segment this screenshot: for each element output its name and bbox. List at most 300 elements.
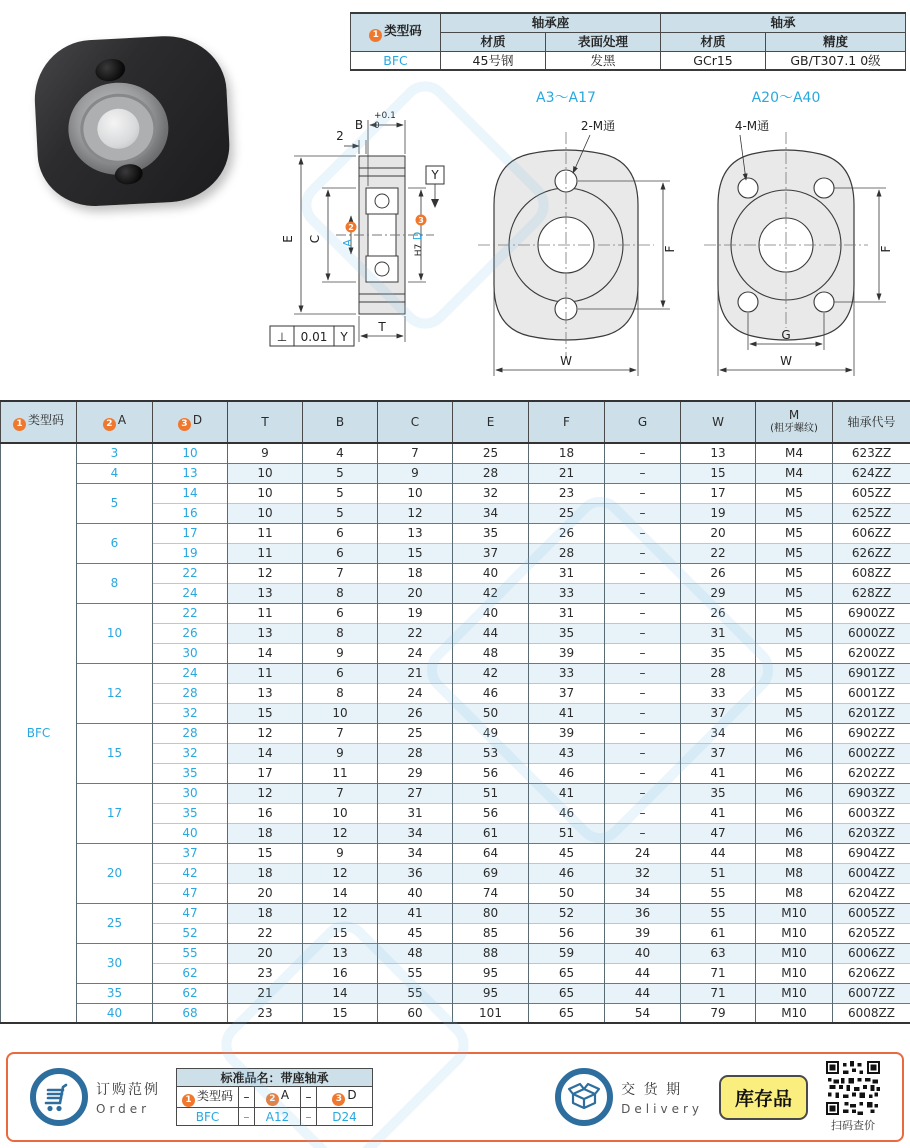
value-cell: 37 xyxy=(681,743,756,763)
col-header-d: 3 D xyxy=(153,401,228,443)
order-v-a: A12 xyxy=(255,1108,301,1126)
value-cell: 10 xyxy=(378,483,453,503)
value-cell: 27 xyxy=(378,783,453,803)
table-row xyxy=(1,943,910,963)
value-cell: – xyxy=(605,443,681,463)
value-cell: 45 xyxy=(529,843,605,863)
value-cell: 13 xyxy=(681,443,756,463)
dimension-table xyxy=(0,400,910,1024)
value-cell: 4 xyxy=(303,443,378,463)
value-cell: 85 xyxy=(453,923,529,943)
value-cell: 10 xyxy=(228,483,303,503)
a-value-cell: 12 xyxy=(77,663,153,723)
value-cell: 32 xyxy=(605,863,681,883)
value-cell: 28 xyxy=(681,663,756,683)
type-code-cell: BFC xyxy=(1,443,77,1023)
value-cell: 12 xyxy=(228,563,303,583)
value-cell: M4 xyxy=(756,463,833,483)
marker-3-icon: 3 xyxy=(418,216,424,225)
value-cell: 45 xyxy=(378,923,453,943)
value-cell: 24 xyxy=(605,843,681,863)
value-cell: 24 xyxy=(378,643,453,663)
value-cell: 56 xyxy=(453,763,529,783)
order-v-code: BFC xyxy=(177,1108,239,1126)
a-value-cell: 20 xyxy=(77,843,153,903)
value-cell: M6 xyxy=(756,803,833,823)
value-cell: – xyxy=(605,643,681,663)
value-cell: 47 xyxy=(681,823,756,843)
value-cell: 6006ZZ xyxy=(833,943,910,963)
a-value-cell: 35 xyxy=(77,983,153,1003)
value-cell: M6 xyxy=(756,723,833,743)
value-cell: – xyxy=(605,823,681,843)
standard-name-header: 标准品名：带座轴承 xyxy=(177,1069,373,1087)
value-cell: 28 xyxy=(453,463,529,483)
bearing-image xyxy=(66,80,171,177)
value-cell: 39 xyxy=(605,923,681,943)
value-cell: M5 xyxy=(756,603,833,623)
value-cell: 52 xyxy=(529,903,605,923)
order-table-value-row xyxy=(177,1108,373,1126)
order-label xyxy=(96,1079,160,1116)
value-cell: 63 xyxy=(681,943,756,963)
delivery-icon-circle xyxy=(555,1068,613,1126)
value-cell: 31 xyxy=(529,563,605,583)
value-cell: 40 xyxy=(605,943,681,963)
marker-3-icon: 3 xyxy=(332,1093,345,1106)
d-value-cell: 68 xyxy=(153,1003,228,1023)
a-value-cell: 30 xyxy=(77,943,153,983)
value-cell: 12 xyxy=(228,783,303,803)
value-cell: 14 xyxy=(303,983,378,1003)
value-cell: 6205ZZ xyxy=(833,923,910,943)
a-value-cell: 3 xyxy=(77,443,153,463)
value-cell: 101 xyxy=(453,1003,529,1023)
a-value-cell: 5 xyxy=(77,483,153,523)
value-cell: 59 xyxy=(529,943,605,963)
value-cell: M10 xyxy=(756,963,833,983)
spec-value-row xyxy=(351,51,906,70)
table-row xyxy=(1,783,910,803)
front-view-4hole xyxy=(704,90,893,376)
a-value-cell: 4 xyxy=(77,463,153,483)
order-example-table xyxy=(176,1068,373,1126)
value-cell: – xyxy=(605,783,681,803)
value-cell: M5 xyxy=(756,703,833,723)
delivery-label-zh: 交 货 期 xyxy=(621,1081,683,1098)
value-cell: 15 xyxy=(228,703,303,723)
value-cell: 35 xyxy=(681,783,756,803)
table-row xyxy=(1,603,910,623)
value-cell: 13 xyxy=(378,523,453,543)
fcf-perpendicular-symbol: ⊥ xyxy=(276,330,288,344)
dim-C: C xyxy=(308,234,322,244)
bearing-housing-image xyxy=(32,33,232,209)
d-value-cell: 30 xyxy=(153,783,228,803)
value-cell: 15 xyxy=(303,1003,378,1023)
value-cell: 35 xyxy=(453,523,529,543)
value-cell: 26 xyxy=(681,563,756,583)
value-cell: 40 xyxy=(378,883,453,903)
table-row xyxy=(1,983,910,1003)
marker-1-icon: 1 xyxy=(13,418,26,431)
value-cell: 6204ZZ xyxy=(833,883,910,903)
value-cell: 23 xyxy=(529,483,605,503)
bearing-bore-image xyxy=(96,108,140,150)
order-table-title-row xyxy=(177,1069,373,1087)
value-cell: 17 xyxy=(228,763,303,783)
value-cell: 9 xyxy=(303,743,378,763)
value-cell: – xyxy=(605,703,681,723)
dim-B-tol-upper: +0.1 xyxy=(374,111,396,121)
d-value-cell: 35 xyxy=(153,763,228,783)
value-cell: 51 xyxy=(529,823,605,843)
value-cell: 17 xyxy=(681,483,756,503)
footer-panel xyxy=(6,1052,904,1142)
value-cell: 12 xyxy=(303,903,378,923)
value-cell: 53 xyxy=(453,743,529,763)
col-header-a: 2 A xyxy=(77,401,153,443)
value-cell: 39 xyxy=(529,643,605,663)
value-cell: 34 xyxy=(453,503,529,523)
col-header-e: E xyxy=(453,401,529,443)
value-cell: 18 xyxy=(228,823,303,843)
d-value-cell: 13 xyxy=(153,463,228,483)
value-cell: 6904ZZ xyxy=(833,843,910,863)
table-row xyxy=(1,483,910,503)
dim-F: F xyxy=(879,245,893,253)
value-cell: 626ZZ xyxy=(833,543,910,563)
dim-B: B xyxy=(354,118,364,132)
value-cell: 69 xyxy=(453,863,529,883)
value-cell: 625ZZ xyxy=(833,503,910,523)
value-cell: 21 xyxy=(228,983,303,1003)
dimension-table-header-row xyxy=(1,401,910,443)
value-cell: 18 xyxy=(378,563,453,583)
value-cell: 11 xyxy=(228,603,303,623)
value-cell: 41 xyxy=(681,803,756,823)
dim-D: D xyxy=(411,231,424,241)
col-header-g: G xyxy=(605,401,681,443)
d-value-cell: 37 xyxy=(153,843,228,863)
value-cell: 6 xyxy=(303,663,378,683)
order-h-d: 3 D xyxy=(317,1087,373,1108)
value-cell: – xyxy=(605,623,681,643)
value-cell: 13 xyxy=(228,583,303,603)
order-label-en: Order xyxy=(96,1101,151,1116)
value-cell: 65 xyxy=(529,1003,605,1023)
value-cell: 20 xyxy=(228,943,303,963)
value-cell: 6 xyxy=(303,523,378,543)
value-cell: – xyxy=(605,523,681,543)
marker-1-icon: 1 xyxy=(182,1094,195,1107)
value-cell: 64 xyxy=(453,843,529,863)
value-cell: 40 xyxy=(453,563,529,583)
value-cell: 6008ZZ xyxy=(833,1003,910,1023)
value-cell: 6007ZZ xyxy=(833,983,910,1003)
value-cell: 6200ZZ xyxy=(833,643,910,663)
value-cell: 31 xyxy=(529,603,605,623)
value-cell: – xyxy=(605,663,681,683)
value-cell: 24 xyxy=(378,683,453,703)
value-cell: 608ZZ xyxy=(833,563,910,583)
value-cell: 9 xyxy=(378,463,453,483)
value-cell: 22 xyxy=(681,543,756,563)
value-cell: 13 xyxy=(303,943,378,963)
fcf-tolerance-value: 0.01 xyxy=(300,330,328,344)
value-cell: 6 xyxy=(303,603,378,623)
d-value-cell: 62 xyxy=(153,983,228,1003)
value-cell: 15 xyxy=(378,543,453,563)
order-h-a: 2 A xyxy=(255,1087,301,1108)
value-cell: 20 xyxy=(228,883,303,903)
value-cell: 65 xyxy=(529,983,605,1003)
value-cell: 95 xyxy=(453,963,529,983)
value-cell: M8 xyxy=(756,863,833,883)
d-value-cell: 55 xyxy=(153,943,228,963)
value-cell: 12 xyxy=(303,823,378,843)
spec-material1-value: 45号钢 xyxy=(441,51,546,70)
d-value-cell: 10 xyxy=(153,443,228,463)
value-cell: 35 xyxy=(529,623,605,643)
d-value-cell: 40 xyxy=(153,823,228,843)
mount-hole-image xyxy=(93,56,127,83)
value-cell: M6 xyxy=(756,823,833,843)
dim-B-tol-lower: 0 xyxy=(374,121,380,131)
value-cell: – xyxy=(605,603,681,623)
a-value-cell: 40 xyxy=(77,1003,153,1023)
value-cell: 9 xyxy=(303,643,378,663)
value-cell: 18 xyxy=(529,443,605,463)
a-value-cell: 6 xyxy=(77,523,153,563)
value-cell: 12 xyxy=(303,863,378,883)
value-cell: 20 xyxy=(681,523,756,543)
d-value-cell: 24 xyxy=(153,583,228,603)
d-value-cell: 26 xyxy=(153,623,228,643)
value-cell: 41 xyxy=(529,703,605,723)
value-cell: 49 xyxy=(453,723,529,743)
value-cell: 12 xyxy=(378,503,453,523)
value-cell: – xyxy=(605,763,681,783)
value-cell: 19 xyxy=(378,603,453,623)
value-cell: 34 xyxy=(681,723,756,743)
value-cell: 7 xyxy=(303,723,378,743)
value-cell: 13 xyxy=(228,623,303,643)
value-cell: 26 xyxy=(681,603,756,623)
value-cell: 55 xyxy=(378,963,453,983)
value-cell: 50 xyxy=(453,703,529,723)
value-cell: 55 xyxy=(681,883,756,903)
value-cell: 628ZZ xyxy=(833,583,910,603)
value-cell: M5 xyxy=(756,663,833,683)
value-cell: 40 xyxy=(453,603,529,623)
value-cell: 8 xyxy=(303,683,378,703)
d-value-cell: 14 xyxy=(153,483,228,503)
value-cell: 55 xyxy=(378,983,453,1003)
spec-type-code-value: BFC xyxy=(351,51,441,70)
value-cell: 25 xyxy=(529,503,605,523)
dim-A: A xyxy=(341,239,354,247)
value-cell: 44 xyxy=(605,963,681,983)
value-cell: 51 xyxy=(681,863,756,883)
value-cell: 15 xyxy=(303,923,378,943)
spec-housing-header: 轴承座 xyxy=(441,13,661,32)
value-cell: M5 xyxy=(756,543,833,563)
hole-callout-4m: 4-M通 xyxy=(734,119,770,133)
value-cell: 34 xyxy=(605,883,681,903)
value-cell: – xyxy=(605,543,681,563)
value-cell: 56 xyxy=(453,803,529,823)
delivery-label-en: Delivery xyxy=(621,1101,703,1116)
value-cell: 88 xyxy=(453,943,529,963)
marker-3-icon: 3 xyxy=(178,418,191,431)
fcf-datum-ref: Y xyxy=(340,330,348,344)
value-cell: 44 xyxy=(681,843,756,863)
order-v-dash: – xyxy=(301,1108,317,1126)
value-cell: 6201ZZ xyxy=(833,703,910,723)
value-cell: 10 xyxy=(303,703,378,723)
value-cell: 7 xyxy=(303,563,378,583)
value-cell: 65 xyxy=(529,963,605,983)
value-cell: 9 xyxy=(303,843,378,863)
value-cell: 25 xyxy=(453,443,529,463)
marker-2-icon: 2 xyxy=(266,1093,279,1106)
value-cell: 25 xyxy=(378,723,453,743)
value-cell: 61 xyxy=(453,823,529,843)
d-value-cell: 32 xyxy=(153,703,228,723)
value-cell: 37 xyxy=(681,703,756,723)
value-cell: M6 xyxy=(756,743,833,763)
value-cell: 36 xyxy=(378,863,453,883)
value-cell: 33 xyxy=(529,583,605,603)
value-cell: – xyxy=(605,583,681,603)
col-header-b: B xyxy=(303,401,378,443)
value-cell: 7 xyxy=(378,443,453,463)
value-cell: 80 xyxy=(453,903,529,923)
value-cell: 7 xyxy=(303,783,378,803)
value-cell: 31 xyxy=(378,803,453,823)
value-cell: 6003ZZ xyxy=(833,803,910,823)
view-title-a3-a17: A3～A17 xyxy=(536,90,596,106)
value-cell: 43 xyxy=(529,743,605,763)
dim-T: T xyxy=(378,320,386,334)
dim-D-fit: H7 xyxy=(414,243,424,257)
product-photo xyxy=(30,30,240,215)
value-cell: 46 xyxy=(529,803,605,823)
value-cell: M10 xyxy=(756,1003,833,1023)
value-cell: 44 xyxy=(453,623,529,643)
value-cell: 22 xyxy=(378,623,453,643)
value-cell: 28 xyxy=(529,543,605,563)
a-value-cell: 25 xyxy=(77,903,153,943)
col-header-f: F xyxy=(529,401,605,443)
spec-surface-value: 发黑 xyxy=(546,51,661,70)
order-v-dash: – xyxy=(239,1108,255,1126)
value-cell: – xyxy=(605,683,681,703)
value-cell: 6902ZZ xyxy=(833,723,910,743)
value-cell: M5 xyxy=(756,643,833,663)
dim-E: E xyxy=(281,235,295,243)
value-cell: 6206ZZ xyxy=(833,963,910,983)
col-header-t: T xyxy=(228,401,303,443)
value-cell: M8 xyxy=(756,843,833,863)
value-cell: M5 xyxy=(756,683,833,703)
table-row xyxy=(1,903,910,923)
col-header-type-code: 1 类型码 xyxy=(1,401,77,443)
value-cell: 14 xyxy=(228,643,303,663)
value-cell: 35 xyxy=(681,643,756,663)
value-cell: 48 xyxy=(453,643,529,663)
value-cell: 18 xyxy=(228,863,303,883)
value-cell: 42 xyxy=(453,663,529,683)
d-value-cell: 30 xyxy=(153,643,228,663)
view-title-a20-a40: A20～A40 xyxy=(751,90,821,106)
main-table-body xyxy=(1,443,910,1023)
d-value-cell: 47 xyxy=(153,903,228,923)
spec-material2-value: GCr15 xyxy=(661,51,766,70)
order-label-zh: 订购范例 xyxy=(96,1081,160,1098)
d-value-cell: 22 xyxy=(153,563,228,583)
value-cell: 22 xyxy=(228,923,303,943)
value-cell: 18 xyxy=(228,903,303,923)
value-cell: 55 xyxy=(681,903,756,923)
value-cell: M10 xyxy=(756,943,833,963)
value-cell: 37 xyxy=(529,683,605,703)
dim-G: G xyxy=(781,328,791,342)
value-cell: – xyxy=(605,723,681,743)
value-cell: M10 xyxy=(756,923,833,943)
table-row xyxy=(1,563,910,583)
table-row xyxy=(1,523,910,543)
value-cell: 79 xyxy=(681,1003,756,1023)
table-row xyxy=(1,463,910,483)
value-cell: 23 xyxy=(228,963,303,983)
value-cell: 28 xyxy=(378,743,453,763)
qr-block xyxy=(826,1061,880,1133)
value-cell: – xyxy=(605,563,681,583)
a-value-cell: 17 xyxy=(77,783,153,843)
value-cell: M5 xyxy=(756,523,833,543)
value-cell: 9 xyxy=(228,443,303,463)
value-cell: 26 xyxy=(378,703,453,723)
value-cell: 32 xyxy=(453,483,529,503)
a-value-cell: 8 xyxy=(77,563,153,603)
spec-header-row xyxy=(351,13,906,32)
value-cell: – xyxy=(605,483,681,503)
value-cell: 20 xyxy=(378,583,453,603)
value-cell: M5 xyxy=(756,623,833,643)
d-value-cell: 16 xyxy=(153,503,228,523)
dim-F: F xyxy=(663,245,677,253)
col-header-m: M (粗牙螺纹) xyxy=(756,401,833,443)
order-icon-circle xyxy=(30,1068,88,1126)
value-cell: M8 xyxy=(756,883,833,903)
value-cell: 6203ZZ xyxy=(833,823,910,843)
value-cell: M5 xyxy=(756,563,833,583)
value-cell: M10 xyxy=(756,903,833,923)
value-cell: 6004ZZ xyxy=(833,863,910,883)
d-value-cell: 32 xyxy=(153,743,228,763)
value-cell: 34 xyxy=(378,823,453,843)
value-cell: 12 xyxy=(228,723,303,743)
value-cell: M6 xyxy=(756,763,833,783)
value-cell: 623ZZ xyxy=(833,443,910,463)
order-v-d: D24 xyxy=(317,1108,373,1126)
d-value-cell: 22 xyxy=(153,603,228,623)
value-cell: 50 xyxy=(529,883,605,903)
order-table-header-row xyxy=(177,1087,373,1108)
value-cell: 56 xyxy=(529,923,605,943)
